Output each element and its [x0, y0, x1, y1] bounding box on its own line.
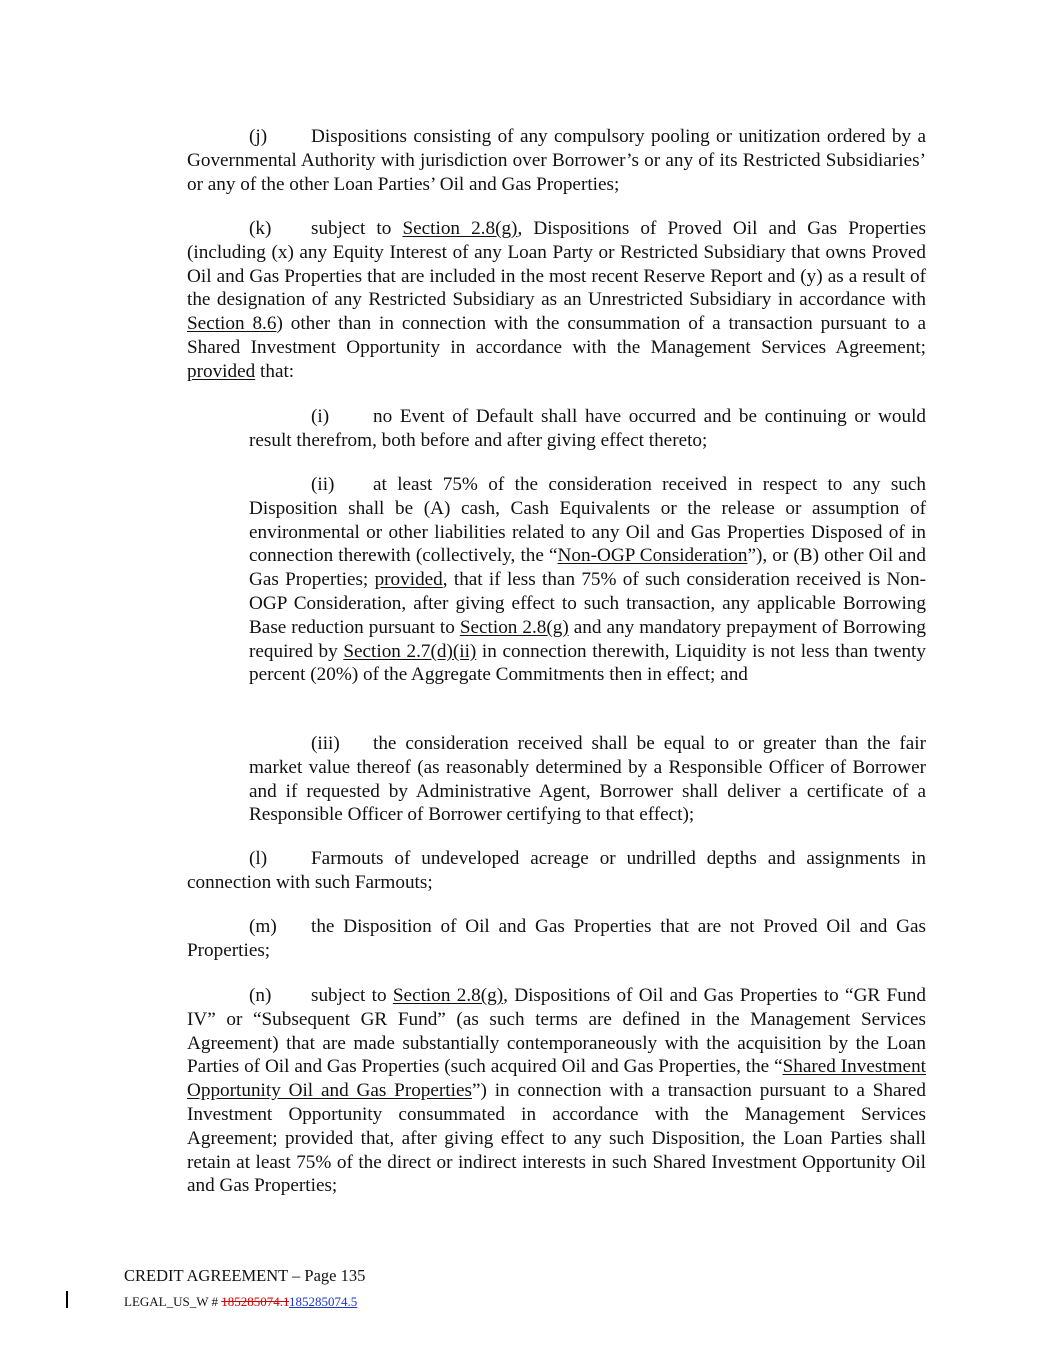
paragraph-label: (l)	[249, 848, 268, 869]
paragraph-n	[187, 984, 926, 1198]
paragraph-text: in connection therewith, Liquidity is not less than twenty percent (20%) of the Aggregate Commitments then in effect; and	[249, 640, 926, 686]
paragraph-k	[187, 217, 926, 384]
defined-term: Non-OGP Consideration	[557, 545, 748, 567]
paragraph-label: (m)	[249, 916, 277, 937]
section-reference: Section 2.7(d)(ii)	[343, 640, 477, 662]
paragraph-label: (i)	[311, 406, 330, 427]
section-reference: Section 2.8(g)	[459, 616, 569, 638]
paragraph-text: the Disposition of Oil and Gas Properties that are not Proved Oil and Gas Properties;	[187, 916, 926, 961]
provided-term: provided	[374, 569, 443, 591]
paragraph-k-iii	[249, 732, 926, 827]
inserted-doc-id: 185285074.5	[289, 1294, 358, 1309]
paragraph-label: (k)	[249, 218, 272, 239]
paragraph-text: Dispositions consisting of any compulsory pooling or unitization ordered by a Governmental Authority with jurisdiction over Borrower’s or any of its Restricted Subsidiaries’ or any of the other Loan Parties’ Oil and Gas Properties;	[187, 126, 926, 195]
paragraph-text: , Dispositions of Proved Oil and Gas Properties (including (x) any Equity Interest of any Loan Party or Restricted Subsidiary that owns Proved Oil and Gas Properties that are included in the most recent Reserve Report and (y) as a result of the designation of any Restricted Subsidiary as an Unrestricted Subsidiary in accordance with	[187, 218, 926, 311]
section-reference: Section 2.8(g)	[402, 218, 518, 239]
paragraph-text: at least 75% of the consideration received in respect to any such Disposition shall be (A) cash, Cash Equivalents or the release or assumption of environmental or other liabilities related to any Oil and Gas Properties Disposed of in connection therewith (collectively, the “	[249, 474, 926, 567]
section-reference: Section 8.6	[187, 313, 277, 335]
paragraph-text: , Dispositions of Oil and Gas Properties to “GR Fund IV” or “Subsequent GR Fund” (as such terms are defined in the Management Services Agreement) that are made substantially contemporaneously with the acquisition by the Loan Parties of Oil and Gas Properties (such acquired Oil and Gas Properties, the “	[187, 985, 926, 1078]
paragraph-text: subject to	[311, 218, 403, 239]
paragraph-text: ”) in connection with a transaction pursuant to a Shared Investment Opportunity consummated in accordance with the Management Services Agreement; provided that, after giving effect to any such Disposition, the Loan Parties shall retain at least 75% of the direct or indirect interests in such Shared Investment Opportunity Oil and Gas Properties;	[187, 1080, 926, 1197]
paragraph-k-i	[249, 405, 926, 453]
paragraph-text: the consideration received shall be equal to or greater than the fair market value thereof (as reasonably determined by a Responsible Officer of Borrower and if requested by Administrative Agent, Borrower shall deliver a certificate of a Responsible Officer of Borrower certifying to that effect);	[249, 733, 926, 826]
paragraph-l	[187, 847, 926, 895]
paragraph-text: and any mandatory prepayment of Borrowing required by	[249, 616, 927, 662]
paragraph-text: , that if less than 75% of such consideration received is Non-OGP Consideration, after giving effect to such transaction, any applicable Borrowing Base reduction pursuant to	[249, 569, 926, 638]
footer-page-title: CREDIT AGREEMENT – Page 135	[124, 1266, 366, 1285]
paragraph-j	[187, 125, 926, 196]
paragraph-text: ) other than in connection with the consummation of a transaction pursuant to a Shared Investment Opportunity in accordance with the Management Services Agreement;	[187, 313, 926, 358]
doc-id-prefix: LEGAL_US_W #	[124, 1294, 222, 1309]
provided-term: provided	[187, 360, 256, 382]
paragraph-text: no Event of Default shall have occurred and be continuing or would result therefrom, both before and after giving effect thereto;	[249, 406, 926, 451]
paragraph-text: ”), or (B) other Oil and Gas Properties;	[249, 545, 926, 591]
paragraph-label: (ii)	[311, 474, 335, 495]
paragraph-label: (iii)	[311, 733, 340, 754]
change-bar	[66, 1291, 68, 1308]
deleted-doc-id: 185285074.1	[221, 1294, 290, 1309]
footer-document-id	[124, 1294, 357, 1310]
paragraph-label: (n)	[249, 985, 272, 1006]
defined-term: Shared Investment Opportunity Oil and Gas Properties	[187, 1056, 926, 1102]
paragraph-text: subject to	[311, 985, 393, 1006]
paragraph-text: that:	[255, 360, 295, 382]
paragraph-label: (j)	[249, 126, 268, 147]
paragraph-m	[187, 915, 926, 963]
paragraph-text: Farmouts of undeveloped acreage or undrilled depths and assignments in connection with such Farmouts;	[187, 848, 926, 893]
section-reference: Section 2.8(g)	[392, 985, 504, 1006]
paragraph-k-ii	[249, 473, 926, 687]
